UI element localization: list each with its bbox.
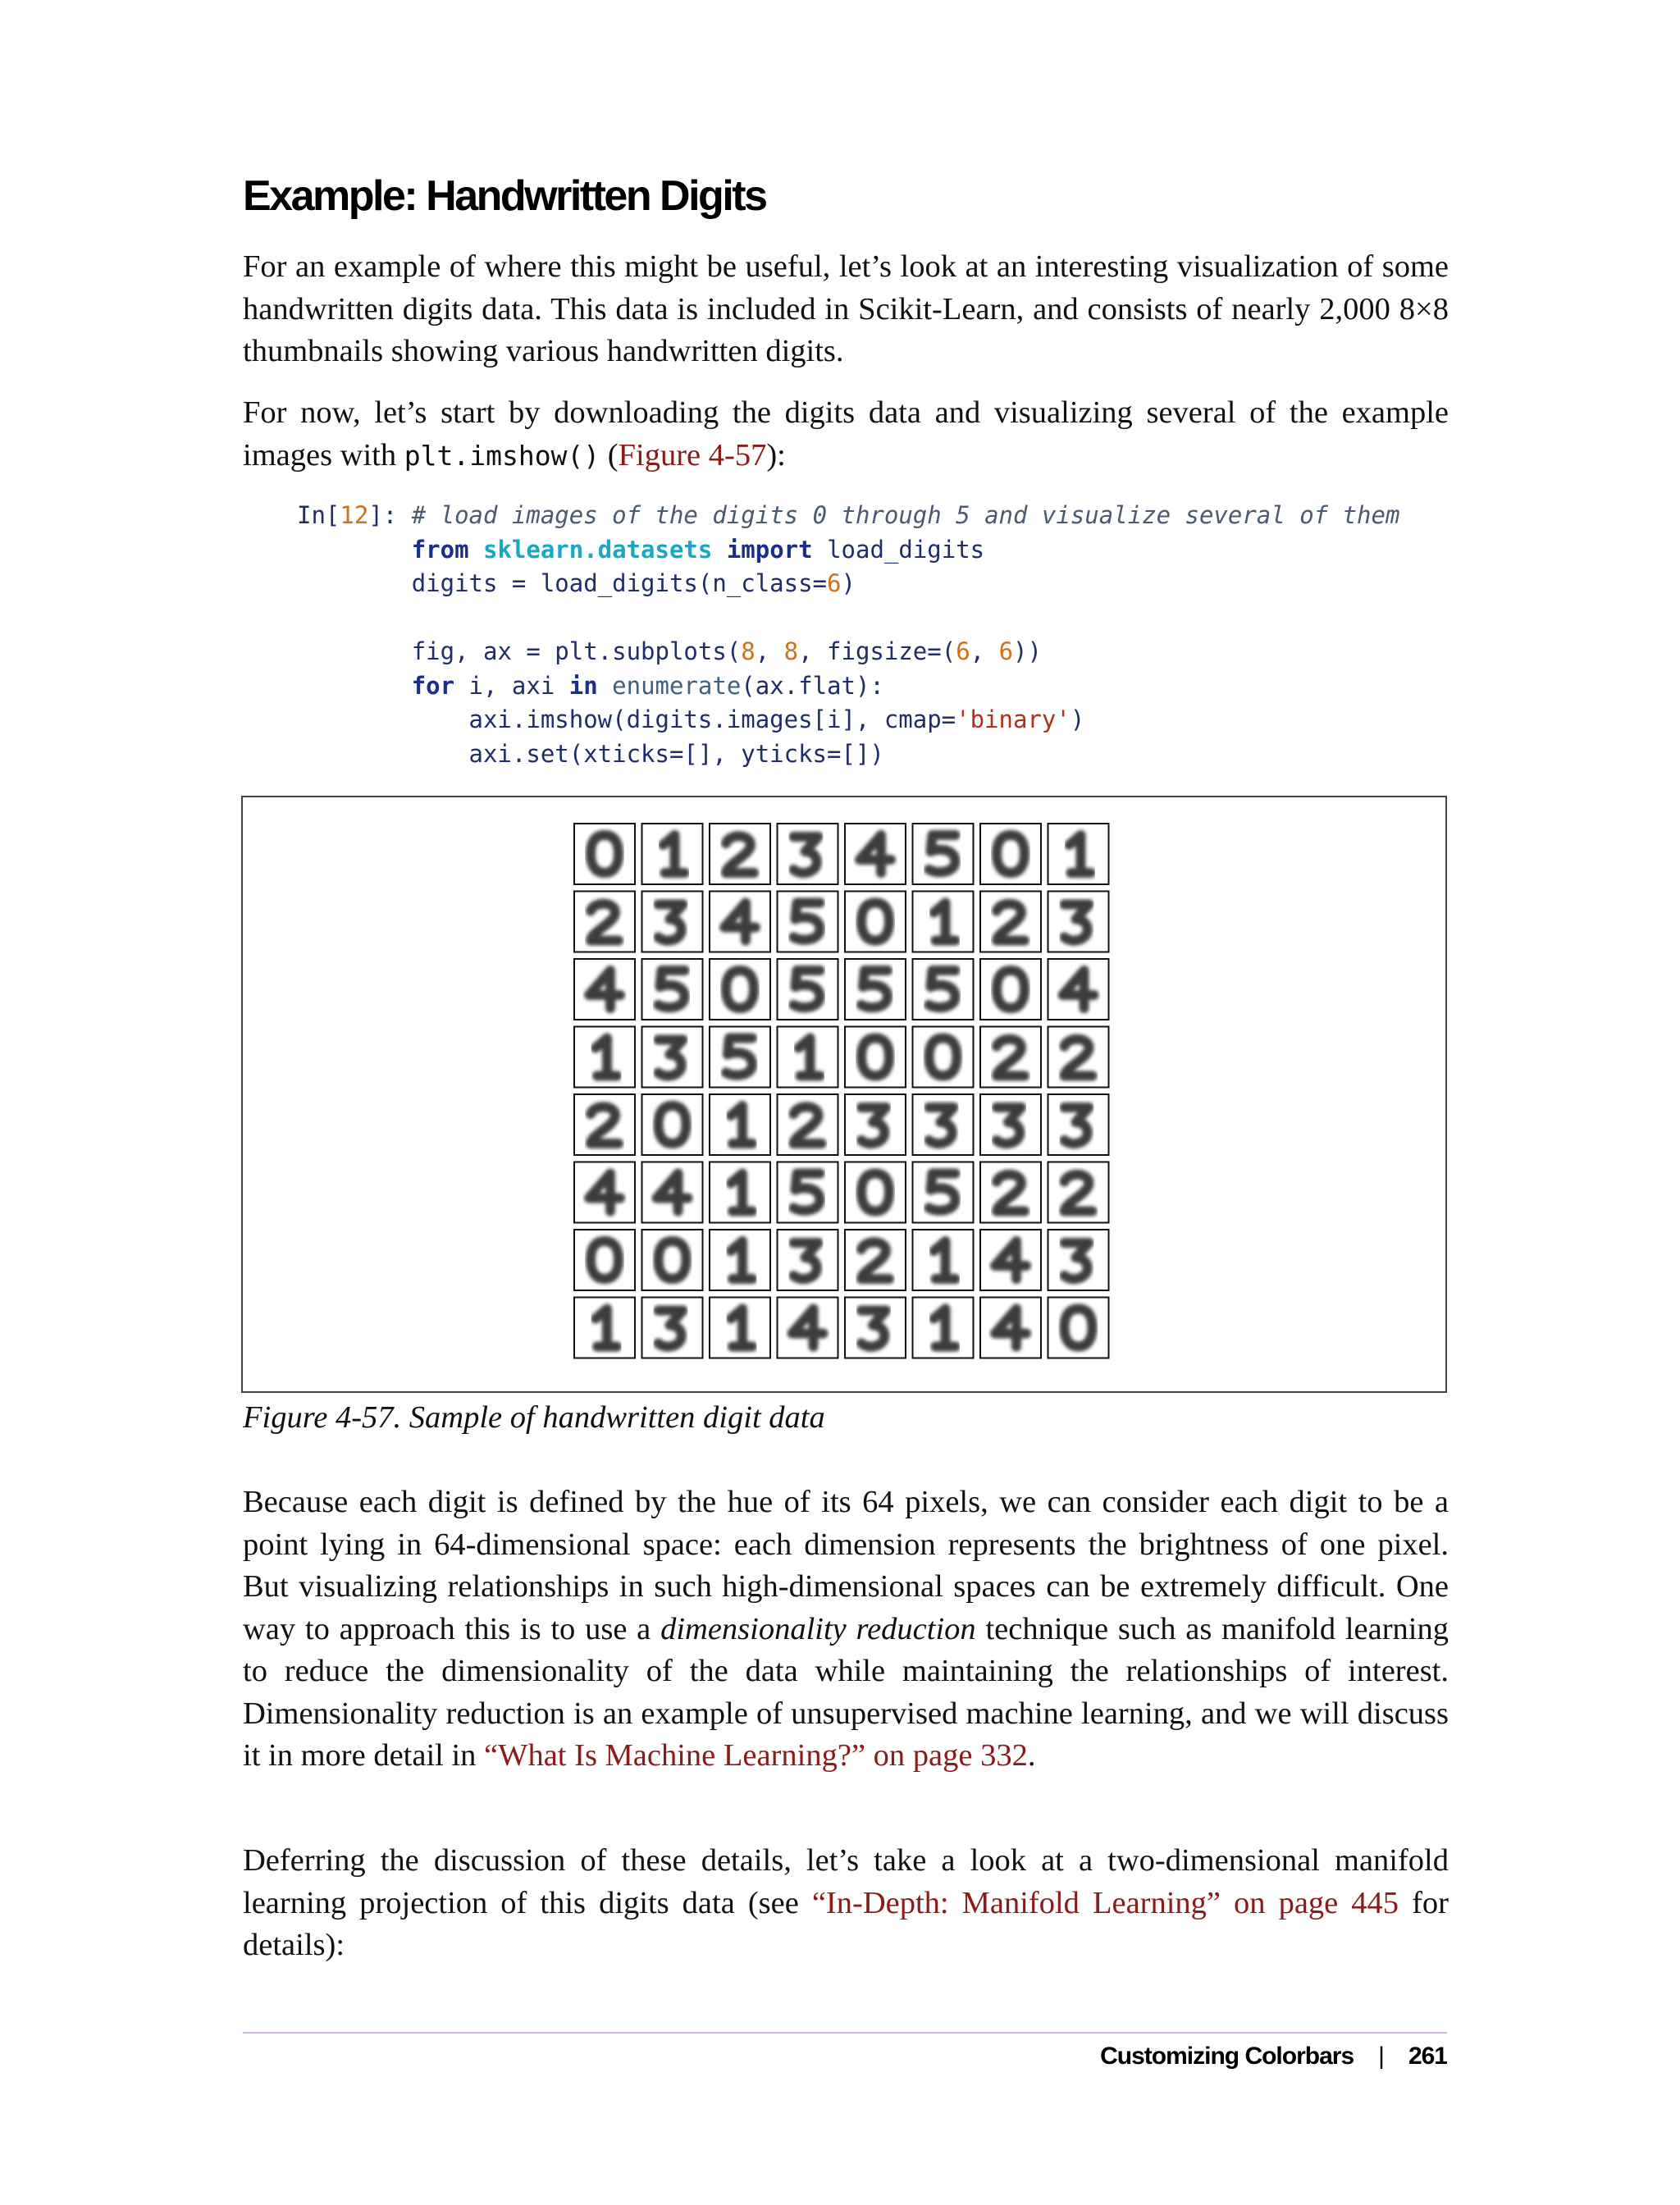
dimensionality-text-1: Because each digit is defined by the hue of its 64 pixels, we can consider each digit to be a point lying in 64-dimensional space: each dimension represents the brightness of one pixel. But visualizing relationships in such high-dimensional spaces can be extremely difficult. One way to approach this is to use a — [243, 1485, 1449, 1646]
code-prompt-end: ]: — [368, 501, 412, 529]
digit-thumbnail — [980, 892, 1041, 952]
code-l5-figsize: , figsize=( — [798, 637, 956, 665]
digit-thumbnail — [642, 1230, 703, 1290]
download-paragraph-text: For now, let’s start by downloading the digits data and visualizing several of the example images with — [243, 395, 1449, 472]
code-name-load-digits: load_digits — [827, 535, 985, 564]
digit-thumbnail — [1048, 892, 1109, 952]
code-l8-text: axi.set(xticks=[], yticks=[]) — [468, 739, 884, 768]
code-kw-import: import — [726, 535, 813, 564]
code-prompt-number: 12 — [340, 501, 369, 529]
manifold-text-2: for details): — [243, 1885, 1449, 1962]
digit-thumbnail — [845, 1094, 906, 1155]
digit-thumbnail — [710, 1027, 770, 1088]
code-l5-num2: 8 — [783, 637, 799, 665]
code-kw-from: from — [411, 535, 469, 564]
code-kw-for: for — [411, 671, 455, 700]
code-l5-num1: 8 — [741, 637, 756, 665]
code-block — [297, 499, 1399, 771]
code-l7-text: axi.imshow(digits.images[i], cmap= — [468, 705, 956, 733]
footer-rule — [243, 2032, 1447, 2034]
digit-thumbnail — [574, 1230, 635, 1290]
digit-thumbnail — [778, 892, 838, 952]
digit-thumbnail — [913, 1230, 974, 1290]
digit-thumbnail — [710, 892, 770, 952]
section-heading: Example: Handwritten Digits — [243, 172, 766, 220]
footer-page-number: 261 — [1408, 2043, 1447, 2070]
digit-thumbnail — [1048, 1230, 1109, 1290]
code-l5-sep2: , — [970, 637, 999, 665]
digit-thumbnail — [642, 1298, 703, 1358]
digit-thumbnail — [913, 1027, 974, 1088]
paren-close: ): — [766, 437, 786, 472]
digit-thumbnail — [642, 959, 703, 1020]
digit-thumbnail — [574, 1298, 635, 1358]
dimensionality-text-3: . — [1027, 1738, 1036, 1773]
page-footer — [1100, 2043, 1447, 2070]
code-l5-text: fig, ax = plt.subplots( — [411, 637, 742, 665]
digit-thumbnail — [980, 824, 1041, 884]
digit-thumbnail-grid — [243, 797, 1445, 1391]
code-line-6 — [297, 672, 884, 700]
digit-thumbnail — [845, 1162, 906, 1223]
digit-thumbnail — [642, 1094, 703, 1155]
digit-thumbnail — [710, 824, 770, 884]
digit-thumbnail — [778, 959, 838, 1020]
digit-thumbnail — [778, 1298, 838, 1358]
footer-section-title: Customizing Colorbars — [1100, 2043, 1354, 2070]
code-prompt: In[ — [297, 501, 340, 529]
digit-thumbnail — [845, 824, 906, 884]
code-l5-num4: 6 — [998, 637, 1014, 665]
digit-thumbnail — [1048, 1298, 1109, 1358]
digit-thumbnail — [980, 1094, 1041, 1155]
code-fn-enumerate: enumerate — [612, 671, 742, 700]
paren-open: ( — [600, 437, 619, 472]
digit-thumbnail — [710, 1298, 770, 1358]
download-paragraph — [243, 392, 1449, 477]
digit-thumbnail — [1048, 1162, 1109, 1223]
digit-thumbnail — [845, 959, 906, 1020]
code-l7-string: 'binary' — [956, 705, 1071, 733]
code-l3-number: 6 — [827, 569, 842, 597]
code-l3-text: digits = load_digits(n_class= — [411, 569, 828, 597]
digit-thumbnail — [845, 892, 906, 952]
digit-thumbnail — [778, 1027, 838, 1088]
digit-thumbnail — [1048, 1027, 1109, 1088]
figure-caption: Figure 4-57. Sample of handwritten digit data — [243, 1400, 825, 1435]
digit-thumbnail — [913, 824, 974, 884]
code-kw-in: in — [568, 671, 598, 700]
digit-thumbnail — [980, 1027, 1041, 1088]
code-line-8 — [297, 740, 884, 768]
code-l6-vars: i, axi — [454, 671, 569, 700]
digit-thumbnail — [574, 1094, 635, 1155]
digit-thumbnail — [710, 959, 770, 1020]
digit-thumbnail — [642, 1027, 703, 1088]
digit-thumbnail — [778, 1230, 838, 1290]
digit-thumbnail — [980, 1230, 1041, 1290]
digit-thumbnail — [642, 824, 703, 884]
digit-thumbnail — [710, 1162, 770, 1223]
code-line-1 — [297, 501, 1399, 529]
digit-thumbnail — [778, 824, 838, 884]
code-l7-close: ) — [1070, 705, 1085, 733]
digit-thumbnail — [574, 892, 635, 952]
digit-thumbnail — [710, 1094, 770, 1155]
machine-learning-link[interactable]: “What Is Machine Learning?” on page 332 — [484, 1738, 1028, 1773]
digit-thumbnail — [574, 824, 635, 884]
digit-thumbnail — [1048, 959, 1109, 1020]
dimensionality-reduction-term: dimensionality reduction — [660, 1611, 976, 1646]
digit-thumbnail — [1048, 824, 1109, 884]
dimensionality-text-2: technique such as manifold learning to reduce the dimensionality of the data while maintaining the relationships of interest. Dimensionality reduction is an example of unsupervised machine learning, and we will discuss it in more detail in — [243, 1611, 1449, 1773]
digit-thumbnail — [778, 1094, 838, 1155]
intro-paragraph: For an example of where this might be useful, let’s look at an interesting visualization of some handwritten digits data. This data is included in Scikit-Learn, and consists of nearly 2,000 8×8 thumbnails showing various handwritten digits. — [243, 249, 1449, 368]
code-line-5 — [297, 637, 1042, 665]
code-comment: # load images of the digits 0 through 5 and visualize several of them — [411, 501, 1400, 529]
digit-thumbnail — [913, 892, 974, 952]
digit-thumbnail — [980, 1298, 1041, 1358]
code-l5-num3: 6 — [956, 637, 970, 665]
digit-thumbnail — [642, 892, 703, 952]
digit-thumbnail — [642, 1162, 703, 1223]
digit-thumbnail — [845, 1027, 906, 1088]
manifold-text-1: Deferring the discussion of these details, let’s take a look at a two-dimensional manifold learning projection of this digits data (see — [243, 1843, 1449, 1920]
code-l5-close: )) — [1013, 637, 1042, 665]
inline-code-imshow: plt.imshow() — [404, 439, 600, 472]
digit-thumbnail — [845, 1298, 906, 1358]
figure-reference-link[interactable]: Figure 4-57 — [618, 437, 767, 472]
digit-thumbnail — [574, 1162, 635, 1223]
code-l3-close: ) — [841, 569, 856, 597]
digit-thumbnail — [574, 959, 635, 1020]
code-l6-args: (ax.flat): — [741, 671, 884, 700]
code-line-3 — [297, 569, 856, 597]
code-l5-sep1: , — [755, 637, 784, 665]
digit-thumbnail — [1048, 1094, 1109, 1155]
manifold-paragraph — [243, 1840, 1449, 1967]
manifold-learning-link[interactable]: “In-Depth: Manifold Learning” on page 445 — [811, 1885, 1399, 1920]
digit-thumbnail — [913, 1162, 974, 1223]
digit-thumbnail — [980, 959, 1041, 1020]
digit-thumbnail — [913, 959, 974, 1020]
digit-thumbnail — [845, 1230, 906, 1290]
dimensionality-paragraph — [243, 1481, 1449, 1778]
digit-thumbnail — [574, 1027, 635, 1088]
code-module: sklearn.datasets — [483, 535, 713, 564]
digit-thumbnail — [778, 1162, 838, 1223]
footer-separator: | — [1378, 2043, 1384, 2070]
digit-thumbnail — [913, 1298, 974, 1358]
digit-thumbnail — [980, 1162, 1041, 1223]
digit-thumbnail — [913, 1094, 974, 1155]
digit-thumbnail — [710, 1230, 770, 1290]
code-line-2 — [297, 536, 984, 564]
figure-frame — [241, 796, 1447, 1393]
code-line-7 — [297, 705, 1084, 733]
